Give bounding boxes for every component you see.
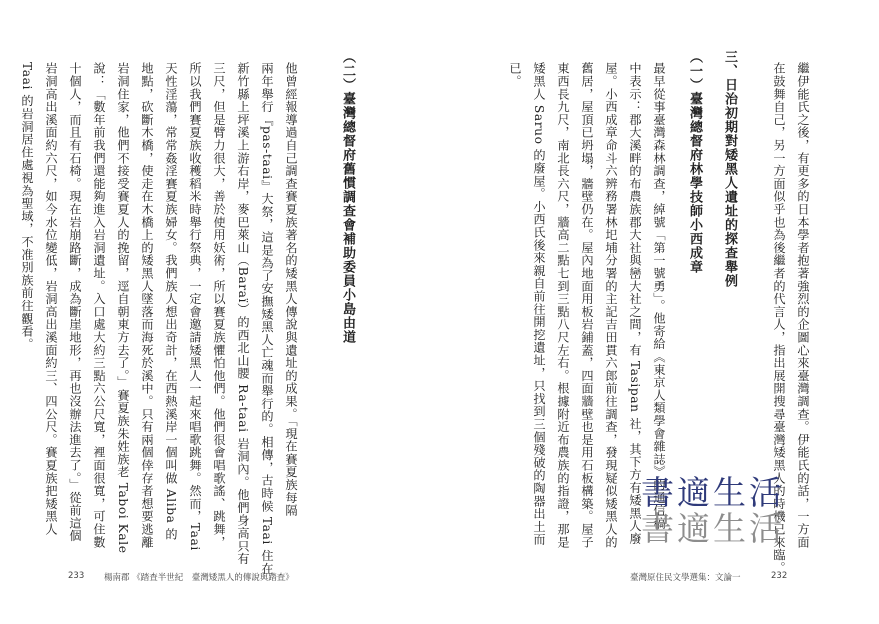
right-text-column: 最早從事臺灣森林調查，綽號「第一號勇」。他寄給《東京人類學會雜誌》的通信稿	[652, 62, 666, 530]
left-page	[0, 0, 439, 624]
left-text-column: 他曾經報導過自己調查賽夏族著名的矮黑人傳說與遺址的成果。「現在賽夏族每隔	[284, 62, 298, 517]
right-text-column: 矮黑人 Saruo 的廢屋。小西氏後來親自前往開挖遺址，只找到三個殘破的陶器出土而	[532, 62, 546, 546]
left-text-column: 說：「數年前我們還能夠進入岩洞遺址。入口處大約三點六公尺寬，裡面很寬，可住數	[92, 62, 106, 549]
section-heading: 三、日治初期對矮黑人遺址的探查舉例	[722, 50, 737, 288]
left-text-column: 三尺，但是臂力很大，善於使用妖術，所以賽夏族懼怕他們。他們很會唱歌謠、跳舞，	[212, 62, 226, 549]
watermark-text: 書適生活	[641, 473, 785, 512]
right-text-column: 舊居，屋頂已坍塌，牆壁仍在。屋內地面用板岩鋪蓋，四面牆壁也是用石板構築。屋子	[580, 62, 594, 549]
page-number: 232	[771, 571, 788, 581]
left-text-column: 所以我們賽夏族收穫稻米時舉行祭典，一定會邀請矮黑人一起來唱歌跳舞。然而，Taai	[188, 62, 202, 551]
left-text-column: 天性淫蕩，常常姦淫賽夏族婦女。我們族人想出奇計，在西熱溪岸一個叫做 Aliba 的	[164, 62, 178, 541]
left-text-column: 十個人，而且有石椅。現在岩崩路斷，成為斷崖地形，再也沒辦法進去了。」從前這個	[68, 62, 82, 543]
right-text-column: 已。	[508, 62, 522, 88]
left-text-column: 岩洞住家，他們不接受賽夏人的挽留，逕自朝東方去了。」賽夏族朱姓族老 Taboi Kale	[116, 62, 130, 554]
running-header: 楊南郡 《踏査半世紀 臺灣矮黑人的傳說與踏査》	[104, 573, 294, 583]
right-text-column: 中表示：郡大溪畔的布農族郡大社與巒大社之間，有 Tasipan 社，其下方有矮黑人廢	[628, 62, 642, 546]
subsection-heading: （一）臺灣總督府林學技師小西成章	[687, 50, 702, 274]
subsection-heading: （二）臺灣總督府舊慣調查會補助委員小島由道	[340, 50, 355, 344]
right-text-column: 在鼓舞自己，另一方面似乎也為後繼者的代言人，指出展開搜尋臺灣矮黑人的時機已來臨。	[772, 62, 786, 574]
left-text-column: 地點，砍斷木橋，使走在木橋上的矮黑人墜落而海死於溪中。只有兩個倖存者想要逃離	[140, 62, 154, 549]
right-text-column: 東西長九尺，南北長六尺，牆高二點七到三點八尺左右。根據附近布農族的指證，那是	[556, 62, 570, 549]
running-header: 臺灣原住民文學選集：文論一	[630, 573, 741, 583]
left-text-column: Taai 的岩洞居住處視為聖域，不准別族前往觀看。	[20, 62, 34, 351]
left-text-column: 兩年舉行『pas-taai』大祭，這是為了安撫矮黑人亡魂而舉行的。相傳，古時候 Taai 住在	[260, 62, 274, 575]
right-text-column: 繼伊能氏之後，有更多的日本學者抱著強烈的企圖心來臺灣調查。伊能氏的話，一方面	[796, 62, 810, 549]
page-number: 233	[68, 571, 85, 581]
right-text-column: 屋。小西成章命斗六辨務署林圯埔分署的主記吉田貫六郎前往調查，發現疑似矮黑人的	[604, 62, 618, 549]
left-text-column: 新竹縣上坪溪上游右岸，麥巴萊山（Baraï）的西北山腰 Ra-taai 岩洞內。他們身高只有	[236, 62, 250, 566]
left-text-column: 岩洞高出溪面約六尺，如今水位變低，岩洞高出溪面約三、四公尺。賽夏族把矮黑人	[44, 62, 58, 536]
watermark-text: 書適生活	[641, 509, 785, 548]
